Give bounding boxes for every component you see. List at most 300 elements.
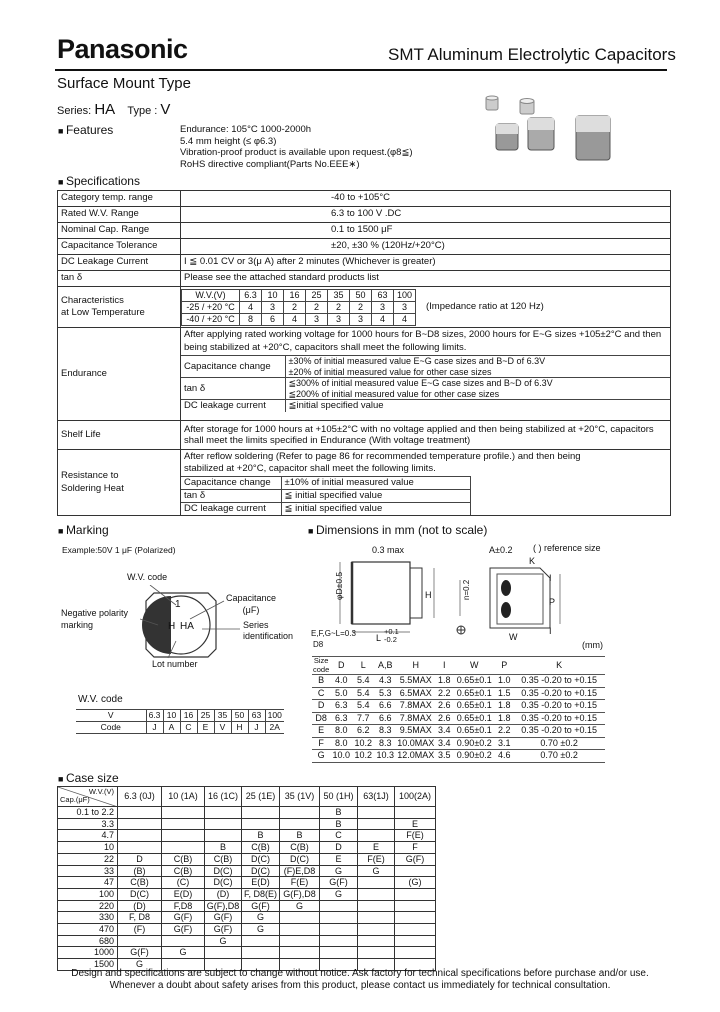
case-cell: G bbox=[162, 947, 205, 959]
case-cell bbox=[395, 807, 436, 819]
product-photo bbox=[478, 92, 648, 172]
lowtemp-header-cell: 25 bbox=[306, 289, 328, 301]
case-cell bbox=[320, 935, 358, 947]
lowtemp-cell: 2 bbox=[306, 301, 328, 313]
feature-item: RoHS directive compliant(Parts No.EEE∗) bbox=[180, 158, 360, 170]
series-id-line: Series bbox=[243, 620, 269, 630]
case-row bbox=[58, 830, 436, 842]
case-cell bbox=[395, 947, 436, 959]
spec-label bbox=[58, 450, 181, 516]
case-column-header: 6.3 (0J) bbox=[118, 787, 162, 807]
endurance-cap-line: ±20% of initial measured value for other case sizes bbox=[288, 366, 492, 377]
dim-diameter-label: φD±0.5 bbox=[334, 571, 344, 600]
wv-code-cell: 2A bbox=[265, 722, 284, 734]
dim-cell: 0.65±0.1 bbox=[453, 725, 495, 738]
dim-cell: 12.0MAX bbox=[397, 750, 435, 760]
case-cell bbox=[395, 924, 436, 936]
case-cell: (F)E,D8 bbox=[280, 865, 320, 877]
case-cell: G(F),D8 bbox=[280, 888, 320, 900]
dimensions-table bbox=[312, 656, 605, 763]
case-cell: F(E) bbox=[358, 853, 395, 865]
case-cap-value: 470 bbox=[58, 924, 118, 936]
wv-code-heading: W.V. code bbox=[78, 694, 123, 705]
lowtemp-cell: -40 / +20 °C bbox=[182, 313, 240, 325]
dim-h-label: H bbox=[425, 590, 432, 600]
endurance-dcl-label: DC leakage current bbox=[181, 400, 285, 413]
dim-eg-label: E,F,G~L=0.3 bbox=[311, 629, 356, 638]
case-cell: D(C) bbox=[118, 888, 162, 900]
wv-code-cell: A bbox=[163, 722, 180, 734]
endurance-cap-line: ±30% of initial measured value E~G case sizes and B~D of 6.3V bbox=[288, 356, 546, 366]
solder-text: After reflow soldering (Refer to page 86 for recommended temperature profile.) and then being stabilized at +20°C, capacitor shall meet the following limits. bbox=[184, 451, 581, 474]
dim-cell: 0.90±0.2 bbox=[453, 750, 495, 763]
dim-cell: 10.0 bbox=[330, 750, 352, 763]
dim-a-label: A±0.2 bbox=[489, 545, 513, 555]
case-cap-value: 330 bbox=[58, 912, 118, 924]
case-cell bbox=[358, 818, 395, 830]
spec-label: Endurance bbox=[58, 328, 181, 421]
header-divider bbox=[55, 69, 667, 71]
features-heading: ■ Features bbox=[58, 123, 113, 137]
case-cell: F bbox=[395, 842, 436, 854]
lowtemp-cell: 3 bbox=[262, 301, 284, 313]
dim-cell: 0.65±0.1 bbox=[453, 700, 495, 713]
case-row bbox=[58, 807, 436, 819]
case-column-header: 35 (1V) bbox=[280, 787, 320, 807]
solder-label-line: Resistance to bbox=[61, 470, 119, 482]
case-cell: G(F) bbox=[205, 924, 242, 936]
lowtemp-header-cell: 6.3 bbox=[240, 289, 262, 301]
wv-code-table bbox=[76, 709, 284, 734]
dim-l-label: L bbox=[376, 633, 382, 643]
case-cell: C(B) bbox=[118, 877, 162, 889]
case-cap-value: 0.1 to 2.2 bbox=[58, 807, 118, 819]
case-cell: B bbox=[280, 830, 320, 842]
case-cell: B bbox=[242, 830, 280, 842]
case-cap-value: 47 bbox=[58, 877, 118, 889]
dim-cell: C bbox=[312, 687, 330, 700]
dim-cell: 4.6 bbox=[495, 750, 513, 763]
dim-cell: 2.6 bbox=[435, 700, 453, 713]
specifications-heading: ■ Specifications bbox=[58, 174, 140, 188]
dim-cell: 0.35 -0.20 to +0.15 bbox=[513, 687, 605, 700]
lowtemp-header-cell: W.V.(V) bbox=[182, 289, 240, 301]
case-cell: C(B) bbox=[162, 853, 205, 865]
wv-code-cell: 35 bbox=[214, 710, 231, 722]
wv-code-cell: 100 bbox=[265, 710, 284, 722]
case-cell bbox=[205, 807, 242, 819]
case-cell bbox=[242, 818, 280, 830]
case-cell bbox=[358, 900, 395, 912]
dim-w-label: W bbox=[509, 632, 518, 642]
case-column-header: 25 (1E) bbox=[242, 787, 280, 807]
lowtemp-cell: 3 bbox=[394, 301, 416, 313]
case-cell: D bbox=[118, 853, 162, 865]
case-cell bbox=[395, 935, 436, 947]
case-row bbox=[58, 924, 436, 936]
dim-cell: 0.35 -0.20 to +0.15 bbox=[513, 700, 605, 713]
dim-header: I bbox=[435, 657, 453, 675]
case-cell bbox=[162, 830, 205, 842]
dim-cell: 7.8MAX bbox=[396, 700, 435, 713]
dim-reference-note: ( ) reference size bbox=[533, 543, 601, 553]
dim-cell: 3.1 bbox=[495, 737, 513, 750]
wv-code-cell: C bbox=[180, 722, 197, 734]
dim-header: W bbox=[453, 657, 495, 675]
lowtemp-cell: 4 bbox=[240, 301, 262, 313]
endurance-tan-line: ≦200% of initial measured value for other case sizes bbox=[288, 388, 500, 399]
dim-cell: 6.6 bbox=[374, 700, 396, 713]
dim-header: Size code bbox=[313, 656, 330, 674]
marking-heading: ■ Marking bbox=[58, 523, 109, 537]
lowtemp-cell: 4 bbox=[372, 313, 394, 325]
dim-cell: 10.2 bbox=[352, 737, 374, 750]
lowtemp-cell: 2 bbox=[284, 301, 306, 313]
dim-header: P bbox=[495, 657, 513, 675]
dim-cell: 9.5MAX bbox=[396, 725, 435, 738]
dim-cell: 2.6 bbox=[435, 712, 453, 725]
dim-cell: 1.5 bbox=[495, 687, 513, 700]
dim-cell: 3.4 bbox=[435, 725, 453, 738]
endurance-tan-line: ≦300% of initial measured value E~G case sizes and B~D of 6.3V bbox=[288, 378, 553, 388]
shelf-text: After storage for 1000 hours at +105±2°C with no voltage applied and then being stabilized at +20°C, capacitors shall meet the limits specified in Endurance (With voltage treatment) bbox=[181, 421, 671, 450]
series-line bbox=[57, 101, 170, 118]
case-cell: B bbox=[320, 818, 358, 830]
case-cell bbox=[280, 818, 320, 830]
spec-label: DC Leakage Current bbox=[58, 255, 181, 271]
wv-code-cell: 63 bbox=[248, 710, 265, 722]
dim-cell: 6.6 bbox=[374, 712, 396, 725]
lowtemp-cell: -25 / +20 °C bbox=[182, 301, 240, 313]
case-cell: G(F) bbox=[395, 853, 436, 865]
dim-cell: 0.35 -0.20 to +0.15 bbox=[513, 725, 605, 738]
case-cell bbox=[358, 947, 395, 959]
case-cell bbox=[280, 807, 320, 819]
case-cell: G(F) bbox=[242, 900, 280, 912]
lowtemp-header-cell: 50 bbox=[350, 289, 372, 301]
case-cell: G(F) bbox=[320, 877, 358, 889]
case-cell: D(C) bbox=[242, 853, 280, 865]
case-cell: E bbox=[320, 853, 358, 865]
case-cell: G(F) bbox=[205, 912, 242, 924]
dim-header: D bbox=[330, 657, 352, 675]
lowtemp-cell: 3 bbox=[328, 313, 350, 325]
lowtemp-cell: 8 bbox=[240, 313, 262, 325]
dim-cell: D bbox=[312, 700, 330, 713]
dim-n-label: n=0.2 bbox=[462, 579, 471, 600]
case-cell: B bbox=[205, 842, 242, 854]
case-cell: E bbox=[395, 818, 436, 830]
case-cell: G(F) bbox=[162, 924, 205, 936]
dim-l-minus: -0.2 bbox=[384, 635, 397, 644]
case-cell: G bbox=[320, 888, 358, 900]
case-cell bbox=[395, 865, 436, 877]
dim-cell: 6.3 bbox=[330, 700, 352, 713]
spec-value: I ≦ 0.01 CV or 3(μ A) after 2 minutes (Whichever is greater) bbox=[181, 255, 671, 271]
dim-cell: 8.0 bbox=[330, 725, 352, 738]
spec-label: Capacitance Tolerance bbox=[58, 239, 181, 255]
dim-cell: 2.2 bbox=[435, 687, 453, 700]
spec-label: Shelf Life bbox=[58, 421, 181, 450]
case-cell: G bbox=[242, 912, 280, 924]
case-cell: D bbox=[320, 842, 358, 854]
case-cell: C(B) bbox=[205, 853, 242, 865]
case-cell bbox=[320, 947, 358, 959]
dim-cell: 7.7 bbox=[352, 712, 374, 725]
dim-cell: 5.0 bbox=[330, 687, 352, 700]
dimensions-heading: ■ Dimensions in mm (not to scale) bbox=[308, 523, 487, 537]
dim-cell: 6.5MAX bbox=[396, 687, 435, 700]
dim-cell: E bbox=[312, 725, 330, 738]
case-cell bbox=[162, 807, 205, 819]
case-cell bbox=[280, 947, 320, 959]
case-column-header: 100(2A) bbox=[395, 787, 436, 807]
dim-i-label-bottom: I bbox=[549, 626, 552, 636]
case-cell bbox=[358, 807, 395, 819]
case-row bbox=[58, 912, 436, 924]
case-cell: F,D8 bbox=[162, 900, 205, 912]
lowtemp-header-cell: 16 bbox=[284, 289, 306, 301]
dim-cell: 5.4 bbox=[352, 700, 374, 713]
case-cell bbox=[320, 912, 358, 924]
case-cap-value: 4.7 bbox=[58, 830, 118, 842]
lowtemp-cell: 3 bbox=[372, 301, 394, 313]
solder-cell bbox=[181, 450, 671, 516]
case-size-body bbox=[57, 806, 436, 971]
dim-cell: 5.3 bbox=[374, 687, 396, 700]
case-cell: F, D8(E) bbox=[242, 888, 280, 900]
case-cap-value: 33 bbox=[58, 865, 118, 877]
wv-code-cell: 6.3 bbox=[146, 710, 163, 722]
case-cell bbox=[205, 818, 242, 830]
case-row bbox=[58, 947, 436, 959]
case-row bbox=[58, 842, 436, 854]
case-cell bbox=[358, 830, 395, 842]
dim-cell: 0.70 ±0.2 bbox=[513, 737, 605, 750]
case-cell: G bbox=[320, 865, 358, 877]
case-cell: G bbox=[205, 935, 242, 947]
case-cell: (F) bbox=[118, 924, 162, 936]
negative-line: marking bbox=[61, 620, 94, 630]
wv-code-cell: H bbox=[231, 722, 248, 734]
case-column-header: 10 (1A) bbox=[162, 787, 205, 807]
spec-value: Please see the attached standard products list bbox=[181, 271, 671, 287]
case-cell bbox=[280, 935, 320, 947]
series-label: Series: bbox=[57, 105, 92, 117]
case-cell bbox=[118, 842, 162, 854]
dim-cell: 10.2 bbox=[352, 750, 374, 763]
case-corner bbox=[58, 787, 118, 807]
case-cap-value: 1500 bbox=[58, 959, 118, 971]
mark-text-h: H bbox=[168, 621, 176, 632]
case-cell: G(F) bbox=[118, 947, 162, 959]
spec-label: tan δ bbox=[58, 271, 181, 287]
spec-label: Rated W.V. Range bbox=[58, 207, 181, 223]
dim-cell: 8.3 bbox=[374, 725, 396, 738]
endurance-dcl-value: ≦initial specified value bbox=[288, 400, 384, 411]
negative-polarity-label bbox=[61, 607, 128, 631]
case-cell bbox=[358, 924, 395, 936]
case-cell bbox=[358, 912, 395, 924]
case-row bbox=[58, 877, 436, 889]
corner-bottom-label: Cap.(μF) bbox=[60, 795, 90, 805]
case-cell: D(C) bbox=[205, 877, 242, 889]
dim-cell: 8.0 bbox=[330, 737, 352, 750]
case-cell bbox=[242, 807, 280, 819]
feature-item: Endurance: 105°C 1000-2000h bbox=[180, 124, 312, 135]
features-list bbox=[180, 124, 413, 170]
solder-tan-label: tan δ bbox=[181, 490, 281, 503]
solder-dcl-value: ≦ initial specified value bbox=[284, 503, 383, 514]
page-title: SMT Aluminum Electrolytic Capacitors bbox=[388, 45, 676, 64]
mark-text-ha: HA bbox=[180, 621, 194, 632]
dim-i-label-top: I bbox=[549, 573, 552, 583]
corner-top-label: W.V.(V) bbox=[88, 787, 114, 796]
feature-item: 5.4 mm height (≤ φ6.3) bbox=[180, 135, 277, 147]
dim-k-label: K bbox=[529, 556, 536, 566]
wv-code-cell: 50 bbox=[231, 710, 248, 722]
dim-cell: 6.3 bbox=[330, 712, 352, 725]
lowtemp-cell: 4 bbox=[284, 313, 306, 325]
wv-code-cell: E bbox=[197, 722, 214, 734]
case-cell: F(E) bbox=[395, 830, 436, 842]
case-cell bbox=[162, 935, 205, 947]
case-cell: C(B) bbox=[280, 842, 320, 854]
footer-line: Whenever a doubt about safety arises from this product, please contact us immediately for technical consultation. bbox=[109, 980, 611, 991]
case-cell bbox=[280, 912, 320, 924]
case-row bbox=[58, 853, 436, 865]
dim-cell: 1.8 bbox=[495, 712, 513, 725]
spec-value: -40 to +105°C bbox=[181, 191, 671, 207]
specifications-table bbox=[57, 190, 671, 516]
dim-cell: 5.4 bbox=[352, 687, 374, 700]
case-size-heading: ■ Case size bbox=[58, 771, 119, 785]
case-cell: E bbox=[358, 842, 395, 854]
case-cell: G(F),D8 bbox=[205, 900, 242, 912]
lowtemp-header-cell: 10 bbox=[262, 289, 284, 301]
marking-diagram bbox=[140, 585, 250, 660]
case-cell bbox=[242, 935, 280, 947]
case-cell bbox=[118, 830, 162, 842]
case-cell bbox=[162, 842, 205, 854]
capacitance-line: (μF) bbox=[242, 605, 260, 615]
spec-label: Nominal Cap. Range bbox=[58, 223, 181, 239]
case-cell bbox=[162, 818, 205, 830]
case-cell bbox=[280, 924, 320, 936]
dim-cell: B bbox=[312, 675, 330, 688]
lowtemp-label-line: at Low Temperature bbox=[61, 307, 145, 318]
case-cell bbox=[205, 830, 242, 842]
case-cell: (D) bbox=[205, 888, 242, 900]
case-cell: (C) bbox=[162, 877, 205, 889]
lowtemp-header-cell: 35 bbox=[328, 289, 350, 301]
solder-tan-value: ≦ initial specified value bbox=[281, 490, 471, 503]
case-column-header: 16 (1C) bbox=[205, 787, 242, 807]
endurance-limits bbox=[181, 355, 670, 412]
case-row bbox=[58, 888, 436, 900]
case-cap-value: 10 bbox=[58, 842, 118, 854]
type-value: V bbox=[160, 101, 171, 118]
lowtemp-cell: 2 bbox=[350, 301, 372, 313]
case-cell bbox=[395, 900, 436, 912]
lowtemp-label-line: Characteristics bbox=[61, 294, 124, 306]
dim-cell: 0.35 -0.20 to +0.15 bbox=[513, 712, 605, 725]
lowtemp-cell: 2 bbox=[328, 301, 350, 313]
dim-cell: F bbox=[312, 737, 330, 750]
case-cap-value: 680 bbox=[58, 935, 118, 947]
dim-cell: 1.0 bbox=[495, 675, 513, 688]
case-cell bbox=[118, 818, 162, 830]
case-size-table bbox=[57, 786, 436, 807]
case-cell bbox=[320, 900, 358, 912]
dim-cell: 4.0 bbox=[330, 675, 352, 688]
solder-cap-value: ±10% of initial measured value bbox=[281, 477, 471, 490]
case-cell bbox=[242, 947, 280, 959]
spec-value: 6.3 to 100 V .DC bbox=[181, 207, 671, 223]
lowtemp-cell: 3 bbox=[306, 313, 328, 325]
endurance-cap-value bbox=[285, 356, 670, 378]
spec-label bbox=[58, 287, 181, 328]
dim-cell: 3.5 bbox=[435, 750, 453, 763]
dim-cell: 0.35 -0.20 to +0.15 bbox=[513, 675, 605, 688]
endurance-tan-value bbox=[285, 378, 670, 400]
case-cell bbox=[358, 888, 395, 900]
case-cell: G(F) bbox=[162, 912, 205, 924]
case-cap-value: 100 bbox=[58, 888, 118, 900]
subtitle: Surface Mount Type bbox=[57, 75, 191, 92]
case-cell bbox=[358, 877, 395, 889]
spec-value: ±20, ±30 % (120Hz/+20°C) bbox=[181, 239, 671, 255]
dim-cell: 4.3 bbox=[374, 675, 396, 688]
case-cell bbox=[320, 924, 358, 936]
dim-cell: 6.2 bbox=[352, 725, 374, 738]
case-column-header: 50 (1H) bbox=[320, 787, 358, 807]
case-cap-value: 220 bbox=[58, 900, 118, 912]
dim-cell: 7.8MAX bbox=[396, 712, 435, 725]
dim-header: H bbox=[396, 657, 435, 675]
wv-code-cell: J bbox=[248, 722, 265, 734]
dim-cell: 1.8 bbox=[435, 675, 453, 688]
lowtemp-table bbox=[181, 289, 416, 326]
type-label: Type : bbox=[127, 105, 158, 117]
footer-disclaimer bbox=[60, 968, 660, 992]
dim-cell: 0.65±0.1 bbox=[453, 675, 495, 688]
dim-cell: 0.90±0.2 bbox=[453, 737, 495, 750]
spec-value: 0.1 to 1500 μF bbox=[181, 223, 671, 239]
dim-cell: D8 bbox=[312, 712, 330, 725]
dim-cell: 0.70 ±0.2 bbox=[513, 750, 605, 763]
case-cell: (G) bbox=[395, 877, 436, 889]
dim-l-tolerance bbox=[384, 628, 399, 644]
case-cell: C(B) bbox=[162, 865, 205, 877]
endurance-tan-label: tan δ bbox=[181, 378, 285, 400]
wv-code-cell: 16 bbox=[180, 710, 197, 722]
endurance-cell bbox=[181, 328, 671, 421]
solder-limits bbox=[181, 476, 471, 515]
case-cap-value: 22 bbox=[58, 853, 118, 865]
capacitance-line: Capacitance bbox=[226, 593, 277, 603]
case-column-header: 63(1J) bbox=[358, 787, 395, 807]
dim-cell: 10.3 bbox=[374, 750, 396, 763]
case-cell bbox=[395, 888, 436, 900]
case-cell: E(D) bbox=[162, 888, 205, 900]
wv-code-label: W.V. code bbox=[127, 572, 168, 582]
solder-dcl-label: DC leakage current bbox=[181, 503, 281, 516]
endurance-cap-label: Capacitance change bbox=[181, 356, 285, 378]
lowtemp-cell: 3 bbox=[350, 313, 372, 325]
solder-cap-label: Capacitance change bbox=[181, 477, 281, 490]
endurance-text: After applying rated working voltage for 1000 hours for B~D8 sizes, 2000 hours for E~G sizes +105±2°C and then being stabilized at +20°C, capacitors shall meet the following limits. bbox=[184, 329, 662, 353]
